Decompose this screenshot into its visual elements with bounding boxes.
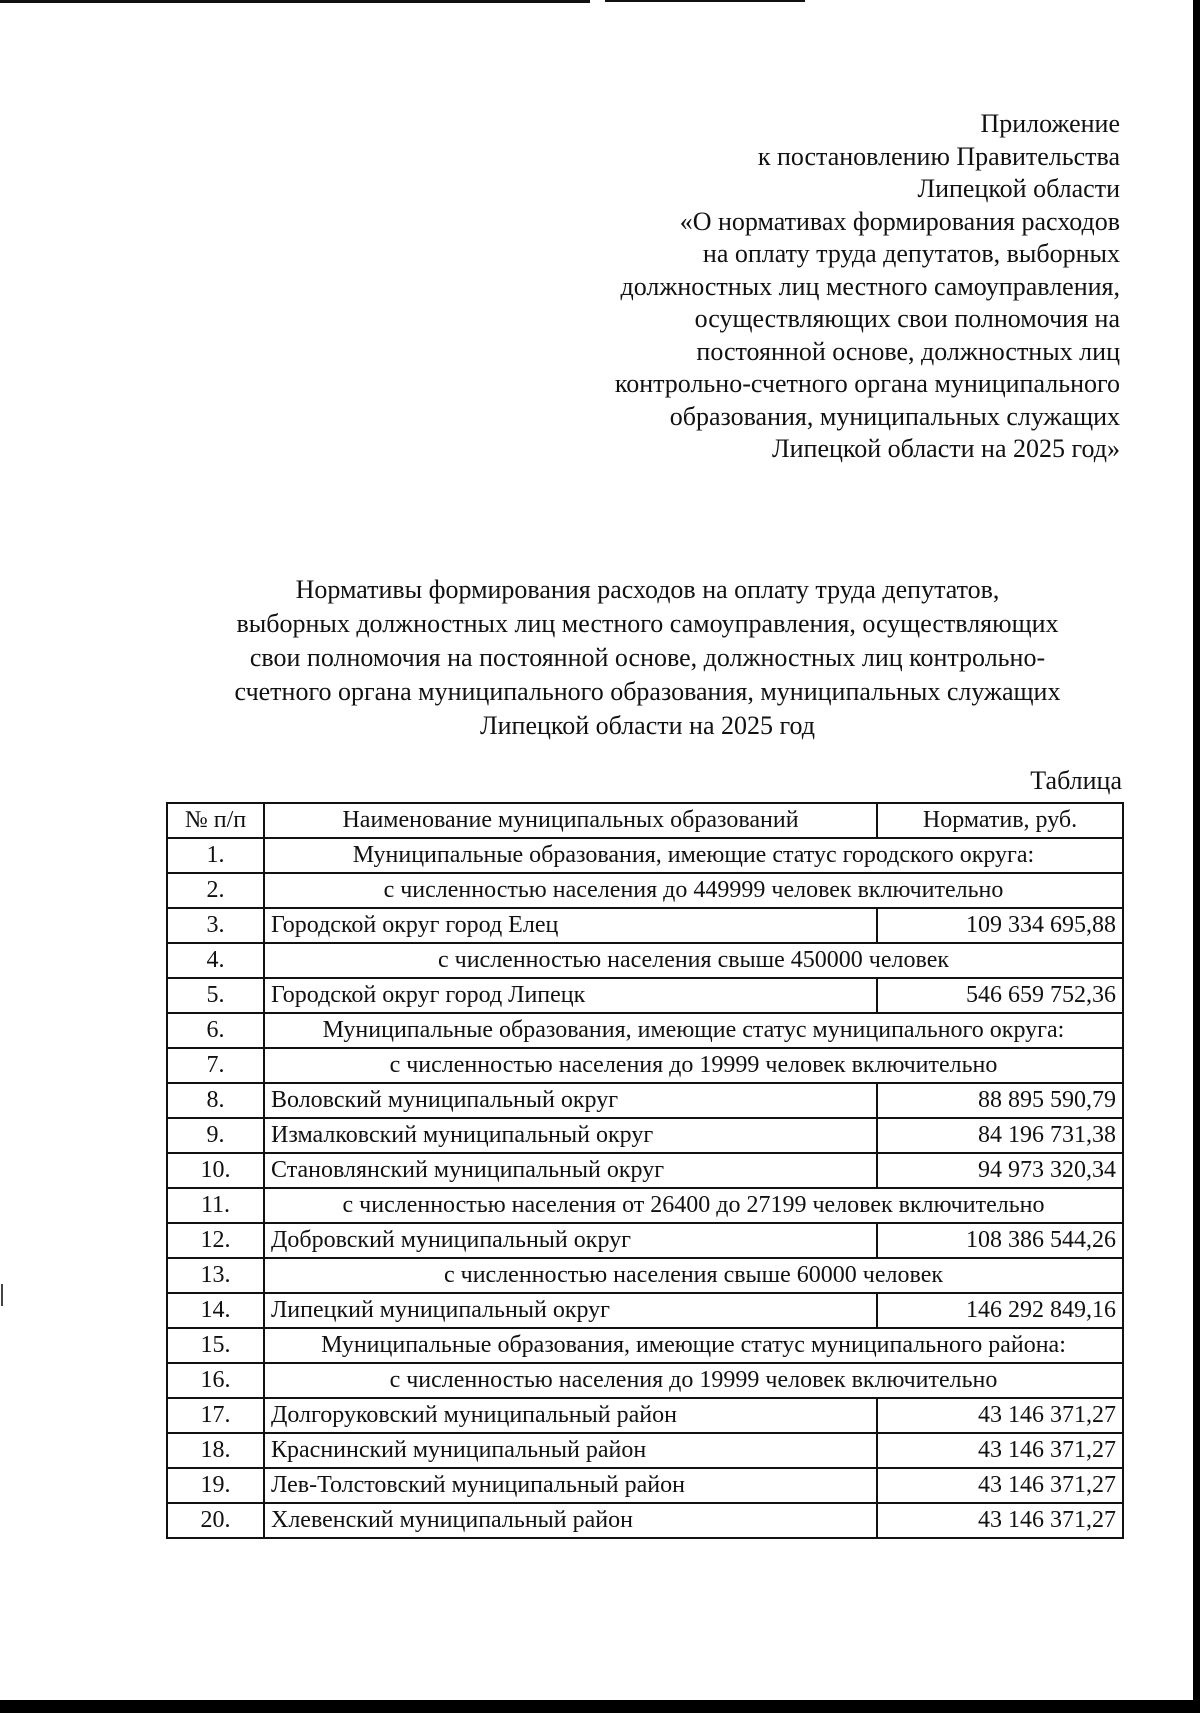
row-number: 10.	[167, 1153, 264, 1188]
group-heading: с численностью населения от 26400 до 27199 человек включительно	[264, 1188, 1123, 1223]
normative-value: 546 659 752,36	[877, 978, 1123, 1013]
appendix-line: должностных лиц местного самоуправления,	[620, 271, 1120, 301]
table-group-row	[167, 838, 1123, 873]
group-heading: Муниципальные образования, имеющие статус муниципального района:	[264, 1328, 1123, 1363]
group-heading: с численностью населения до 19999 человек включительно	[264, 1048, 1123, 1083]
normatives-table	[166, 802, 1124, 1539]
row-number: 6.	[167, 1013, 264, 1048]
title-line: счетного органа муниципального образования, муниципальных служащих	[234, 677, 1061, 706]
row-number: 14.	[167, 1293, 264, 1328]
appendix-block	[520, 108, 1120, 466]
row-number: 4.	[167, 943, 264, 978]
table-group-row	[167, 1013, 1123, 1048]
title-line: Липецкой области на 2025 год	[479, 711, 815, 740]
table-group-row	[167, 943, 1123, 978]
table-row	[167, 1503, 1123, 1538]
row-number: 17.	[167, 1398, 264, 1433]
table-group-row	[167, 1188, 1123, 1223]
municipality-name: Лев-Толстовский муниципальный район	[264, 1468, 877, 1503]
row-number: 19.	[167, 1468, 264, 1503]
table-group-row	[167, 1328, 1123, 1363]
appendix-line: постоянной основе, должностных лиц	[696, 336, 1120, 366]
row-number: 13.	[167, 1258, 264, 1293]
table-row	[167, 1083, 1123, 1118]
group-heading: с численностью населения свыше 60000 человек	[264, 1258, 1123, 1293]
row-number: 1.	[167, 838, 264, 873]
title-line: Нормативы формирования расходов на оплату труда депутатов,	[295, 575, 1000, 604]
normative-value: 109 334 695,88	[877, 908, 1123, 943]
document-title	[120, 573, 1175, 743]
table-row	[167, 908, 1123, 943]
table-caption: Таблица	[1030, 766, 1122, 795]
municipality-name: Липецкий муниципальный округ	[264, 1293, 877, 1328]
header-value: Норматив, руб.	[877, 803, 1123, 838]
appendix-line: контрольно-счетного органа муниципального	[614, 369, 1120, 398]
municipality-name: Городской округ город Липецк	[264, 978, 877, 1013]
row-number: 9.	[167, 1118, 264, 1153]
row-number: 18.	[167, 1433, 264, 1468]
normative-value: 43 146 371,27	[877, 1433, 1123, 1468]
table-group-row	[167, 1258, 1123, 1293]
table-body	[167, 838, 1123, 1538]
group-heading: с численностью населения свыше 450000 человек	[264, 943, 1123, 978]
scan-edge-right	[1193, 0, 1200, 1713]
normative-value: 43 146 371,27	[877, 1398, 1123, 1433]
title-line: выборных должностных лиц местного самоуправления, осуществляющих	[236, 609, 1059, 638]
normative-value: 88 895 590,79	[877, 1083, 1123, 1118]
normative-value: 108 386 544,26	[877, 1223, 1123, 1258]
appendix-line: к постановлению Правительства	[757, 141, 1120, 171]
appendix-line: «О нормативах формирования расходов	[679, 206, 1120, 236]
normative-value: 94 973 320,34	[877, 1153, 1123, 1188]
scan-edge-top-short	[605, 0, 805, 2]
row-number: 8.	[167, 1083, 264, 1118]
municipality-name: Краснинский муниципальный район	[264, 1433, 877, 1468]
table-row	[167, 1468, 1123, 1503]
municipality-name: Долгоруковский муниципальный район	[264, 1398, 877, 1433]
group-heading: Муниципальные образования, имеющие статус муниципального округа:	[264, 1013, 1123, 1048]
normative-value: 146 292 849,16	[877, 1293, 1123, 1328]
header-name: Наименование муниципальных образований	[264, 803, 877, 838]
row-number: 16.	[167, 1363, 264, 1398]
scan-edge-bottom	[0, 1700, 1200, 1713]
table-row	[167, 1433, 1123, 1468]
appendix-line: образования, муниципальных служащих	[669, 401, 1120, 431]
table-row	[167, 1153, 1123, 1188]
title-line: свои полномочия на постоянной основе, должностных лиц контрольно-	[249, 643, 1046, 672]
group-heading: Муниципальные образования, имеющие статус городского округа:	[264, 838, 1123, 873]
table-group-row	[167, 1363, 1123, 1398]
scan-speck	[1, 1284, 3, 1306]
table-row	[167, 978, 1123, 1013]
scan-edge-top	[0, 0, 590, 3]
normative-value: 43 146 371,27	[877, 1503, 1123, 1538]
group-heading: с численностью населения до 19999 человек включительно	[264, 1363, 1123, 1398]
header-num: № п/п	[167, 803, 264, 838]
row-number: 11.	[167, 1188, 264, 1223]
table-row	[167, 1223, 1123, 1258]
appendix-line: Липецкой области на 2025 год»	[771, 434, 1120, 463]
row-number: 12.	[167, 1223, 264, 1258]
row-number: 7.	[167, 1048, 264, 1083]
appendix-line: Приложение	[980, 109, 1120, 138]
row-number: 2.	[167, 873, 264, 908]
appendix-line: осуществляющих свои полномочия на	[694, 304, 1120, 333]
normative-value: 43 146 371,27	[877, 1468, 1123, 1503]
row-number: 3.	[167, 908, 264, 943]
normative-value: 84 196 731,38	[877, 1118, 1123, 1153]
row-number: 5.	[167, 978, 264, 1013]
appendix-line: Липецкой области	[917, 174, 1120, 203]
municipality-name: Воловский муниципальный округ	[264, 1083, 877, 1118]
row-number: 15.	[167, 1328, 264, 1363]
municipality-name: Хлевенский муниципальный район	[264, 1503, 877, 1538]
municipality-name: Измалковский муниципальный округ	[264, 1118, 877, 1153]
municipality-name: Городской округ город Елец	[264, 908, 877, 943]
group-heading: с численностью населения до 449999 человек включительно	[264, 873, 1123, 908]
municipality-name: Добровский муниципальный округ	[264, 1223, 877, 1258]
table-row	[167, 1398, 1123, 1433]
municipality-name: Становлянский муниципальный округ	[264, 1153, 877, 1188]
table-header-row	[167, 803, 1123, 838]
table-group-row	[167, 873, 1123, 908]
table-row	[167, 1293, 1123, 1328]
table-row	[167, 1118, 1123, 1153]
table-group-row	[167, 1048, 1123, 1083]
row-number: 20.	[167, 1503, 264, 1538]
appendix-line: на оплату труда депутатов, выборных	[702, 239, 1120, 268]
